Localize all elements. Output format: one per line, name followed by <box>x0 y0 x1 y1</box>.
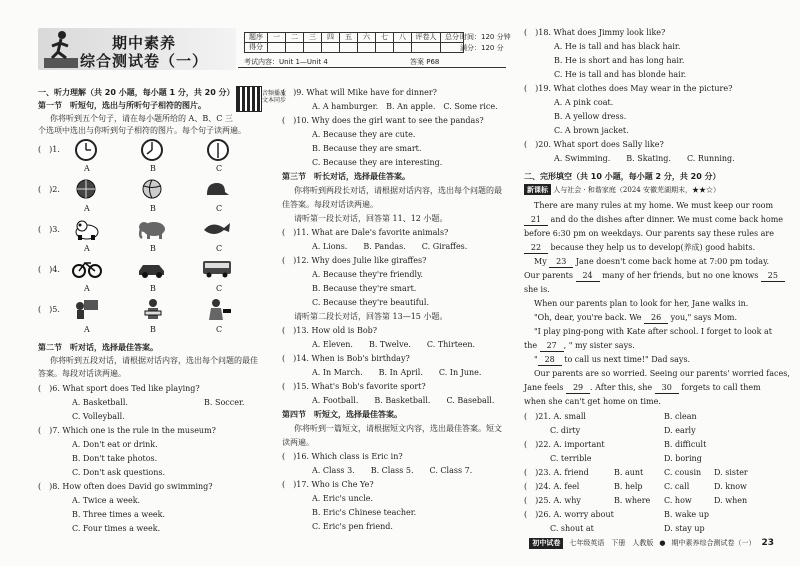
question-10[interactable]: ( )10. Why does the girl want to see the pandas? <box>282 116 484 125</box>
option-10a[interactable]: A. Because they are cute. <box>312 130 416 139</box>
instruction: 佳答案。每段对话读两遍。 <box>282 200 378 209</box>
picture-question-2[interactable]: ( )2. <box>38 185 60 194</box>
instruction: 读两遍。 <box>282 438 314 447</box>
question-6[interactable]: ( )6. What sport does Ted like playing? <box>38 384 200 393</box>
score-col: 二 <box>286 33 304 43</box>
score-cell[interactable] <box>304 43 322 53</box>
score-cell[interactable] <box>376 43 394 53</box>
reading-boy-icon <box>140 297 166 321</box>
blank-29[interactable]: 29 <box>566 383 590 394</box>
option-23c[interactable]: C. cousin <box>664 468 702 477</box>
instruction: 请听第二段长对话，回答第 13—15 小题。 <box>294 312 448 321</box>
question-19[interactable]: ( )19. What clothes does May wear in the picture? <box>524 84 733 93</box>
score-col: 一 <box>268 33 286 43</box>
question-21[interactable]: ( )21. A. small <box>524 412 586 421</box>
clock-icon <box>140 138 164 162</box>
option-21d[interactable]: D. early <box>664 426 696 435</box>
qr-caption: 音频播放 文本同步 <box>262 90 287 105</box>
passage-line: Our parents are so worried. Seeing our parents' worried faces, <box>534 369 790 378</box>
score-col: 三 <box>304 33 322 43</box>
footer-exam-name: 期中素养综合测试卷（一） <box>671 539 756 548</box>
option-label: C <box>216 284 223 293</box>
score-col: 四 <box>322 33 340 43</box>
elephant-icon <box>138 218 168 240</box>
question-20[interactable]: ( )20. What sport does Sally like? <box>524 140 664 149</box>
option-25c[interactable]: C. how <box>664 496 692 505</box>
page-footer <box>529 538 774 549</box>
qr-code[interactable] <box>236 86 262 112</box>
instruction: 你将听到一篇短文，请根据短文内容，选出最佳答案。短文 <box>294 424 502 433</box>
option-12b[interactable]: B. Because they're smart. <box>312 284 417 293</box>
instruction: 你将听到两段长对话，请根据对话内容，选出每个问题的最 <box>294 186 502 195</box>
blank-26[interactable]: 26 <box>644 313 668 324</box>
option-label: C <box>216 164 223 173</box>
options-13[interactable]: A. Eleven. B. Twelve. C. Thirteen. <box>312 340 476 349</box>
option-label: C <box>216 244 223 253</box>
score-cell[interactable] <box>340 43 358 53</box>
option-18a[interactable]: A. He is tall and has black hair. <box>554 42 681 51</box>
passage-line: she is. <box>524 285 550 294</box>
score-row-label: 得分 <box>245 43 268 53</box>
question-24[interactable]: ( )24. A. feel <box>524 482 580 491</box>
option-8a[interactable]: A. Twice a week. <box>72 496 141 505</box>
option-24c[interactable]: C. call <box>664 482 690 491</box>
volleyball-icon <box>141 178 163 200</box>
full-score: 满分：120 分 <box>460 44 504 52</box>
runner-logo <box>44 28 78 72</box>
question-17[interactable]: ( )17. Who is Che Ye? <box>282 480 374 489</box>
panda-icon <box>74 218 100 240</box>
picture-question-4[interactable]: ( )4. <box>38 265 60 274</box>
blank-25[interactable]: 25 <box>761 271 785 282</box>
option-label: B <box>150 244 156 253</box>
option-22b[interactable]: B. difficult <box>664 440 707 449</box>
option-17b[interactable]: B. Eric's Chinese teacher. <box>312 508 417 517</box>
option-23d[interactable]: D. sister <box>714 468 748 477</box>
time-limit: 时间：120 分钟 <box>460 33 511 41</box>
question-11[interactable]: ( )11. What are Dale's favorite animals? <box>282 228 449 237</box>
options-15[interactable]: A. Football. B. Basketball. C. Baseball. <box>312 396 495 405</box>
option-17c[interactable]: C. Eric's pen friend. <box>312 522 393 531</box>
passage-line: There are many rules at my home. We must keep our room <box>534 201 774 210</box>
page-number: 23 <box>761 538 774 548</box>
question-9[interactable]: ( )9. What will Mike have for dinner? <box>282 88 437 97</box>
option-12c[interactable]: C. Because they're beautiful. <box>312 298 430 307</box>
option-label: A <box>84 284 90 293</box>
header-rule <box>238 67 506 68</box>
option-25b[interactable]: B. where <box>614 496 651 505</box>
option-25d[interactable]: D. when <box>714 496 748 505</box>
option-8b[interactable]: B. Three times a week. <box>72 510 166 519</box>
option-7b[interactable]: B. Don't take photos. <box>72 454 158 463</box>
section-heading-listening: 一、听力理解（共 20 小题，每小题 1 分，共 20 分） <box>38 88 235 97</box>
brand-badge: 初中试卷 <box>529 538 563 548</box>
option-7c[interactable]: C. Don't ask questions. <box>72 468 166 477</box>
question-12[interactable]: ( )12. Why does Julie like giraffes? <box>282 256 427 265</box>
option-label: B <box>150 204 156 213</box>
score-col: 五 <box>340 33 358 43</box>
score-table <box>244 32 464 53</box>
instruction: 个选项中选出与你听到句子相符的图片。每个句子读两遍。 <box>38 126 246 135</box>
score-col: 七 <box>376 33 394 43</box>
subsection-3: 第三节 听长对话，选择最佳答案。 <box>282 172 410 181</box>
option-6b[interactable]: B. Soccer. <box>204 398 245 407</box>
clock-icon <box>74 138 98 162</box>
passage-line: Jane feels 29 . After this, she 30 forgets to call them <box>524 383 761 392</box>
blank-22[interactable]: 22 <box>524 243 548 254</box>
option-21c[interactable]: C. dirty <box>550 426 581 435</box>
options-11[interactable]: A. Lions. B. Pandas. C. Giraffes. <box>312 242 468 251</box>
passage-line: 21 and do the dishes after dinner. We must come back home <box>524 215 783 226</box>
option-label: B <box>150 325 156 334</box>
option-22c[interactable]: C. terrible <box>550 454 592 463</box>
basketball-icon <box>75 178 97 200</box>
score-col: 总分 <box>441 33 464 43</box>
passage-line: "I play ping-pong with Kate after school. I forget to look at <box>534 327 772 336</box>
bicycle-icon <box>72 258 102 278</box>
score-cell[interactable] <box>268 43 286 53</box>
option-label: A <box>84 164 90 173</box>
option-21b[interactable]: B. clean <box>664 412 697 421</box>
option-8c[interactable]: C. Four times a week. <box>72 524 161 533</box>
score-cell[interactable] <box>394 43 412 53</box>
blank-27[interactable]: 27 <box>540 341 564 352</box>
question-23[interactable]: ( )23. A. friend <box>524 468 589 477</box>
score-col: 八 <box>394 33 412 43</box>
score-col: 评卷人 <box>412 33 441 43</box>
option-26b[interactable]: B. wake up <box>664 510 709 519</box>
option-26c[interactable]: C. shout at <box>550 524 594 533</box>
score-cell[interactable] <box>358 43 376 53</box>
picture-question-1[interactable]: ( )1. <box>38 145 60 154</box>
question-26[interactable]: ( )26. A. worry about <box>524 510 614 519</box>
option-label: B <box>150 164 156 173</box>
option-17a[interactable]: A. Eric's uncle. <box>312 494 374 503</box>
section-heading-cloze: 二、完形填空（共 10 小题，每小题 2 分，共 20 分） <box>524 172 721 181</box>
subsection-4: 第四节 听短文，选择最佳答案。 <box>282 410 402 419</box>
exam-scope: 考试内容：Unit 1—Unit 4 <box>244 58 328 66</box>
exam-title <box>80 34 208 70</box>
passage-line: Our parents 24 many of her friends, but no one knows 25 <box>524 271 785 282</box>
score-row-label: 题序 <box>245 33 268 43</box>
passage-line: " 28 to call us next time!" Dad says. <box>534 355 691 364</box>
blank-28[interactable]: 28 <box>538 355 562 366</box>
car-icon <box>137 260 167 278</box>
option-19c[interactable]: C. A brown jacket. <box>554 126 629 135</box>
title-line-2: 综合测试卷（一） <box>80 52 209 70</box>
cooking-girl-icon <box>206 297 232 321</box>
passage-line: the 27 , " my sister says. <box>524 341 635 350</box>
option-23b[interactable]: B. aunt <box>614 468 644 477</box>
option-22d[interactable]: D. boring <box>664 454 702 463</box>
option-10c[interactable]: C. Because they are interesting. <box>312 158 443 167</box>
option-label: C <box>216 325 223 334</box>
passage-line: 22 because they help us to develop(养成) good habits. <box>524 243 755 254</box>
option-24d[interactable]: D. know <box>714 482 747 491</box>
curriculum-badge: 新课标 <box>524 184 551 195</box>
options-14[interactable]: A. In March. B. In April. C. In June. <box>312 368 482 377</box>
option-18b[interactable]: B. He is short and has long hair. <box>554 56 685 65</box>
passage-line: My 23 Jane doesn't come back home at 7:00 pm today. <box>534 257 770 266</box>
title-line-1: 期中素养 <box>112 34 177 52</box>
question-14[interactable]: ( )14. When is Bob's birthday? <box>282 354 410 363</box>
passage-line: When our parents plan to look for her, Jane walks in. <box>534 299 749 308</box>
question-16[interactable]: ( )16. Which class is Eric in? <box>282 452 403 461</box>
blank-21[interactable]: 21 <box>524 215 548 226</box>
question-18[interactable]: ( )18. What does Jimmy look like? <box>524 28 666 37</box>
subsection-1: 第一节 听短句，选出与所听句子相符的图片。 <box>38 101 206 110</box>
computer-user-icon <box>74 297 100 321</box>
option-10b[interactable]: B. Because they are smart. <box>312 144 422 153</box>
instruction: 你将听到五段对话，请根据对话内容，选出每个问题的最佳 <box>50 356 258 365</box>
option-26d[interactable]: D. stay up <box>664 524 705 533</box>
blank-24[interactable]: 24 <box>576 271 600 282</box>
option-12a[interactable]: A. Because they're friendly. <box>312 270 424 279</box>
options-20[interactable]: A. Swimming. B. Skating. C. Running. <box>554 154 735 163</box>
option-label: A <box>84 325 90 334</box>
instruction: 答案。每段对话读两遍。 <box>38 369 126 378</box>
question-8[interactable]: ( )8. How often does David go swimming? <box>38 482 213 491</box>
options-16[interactable]: A. Class 3. B. Class 5. C. Class 7. <box>312 466 473 475</box>
score-col: 六 <box>358 33 376 43</box>
score-cell[interactable] <box>322 43 340 53</box>
bus-icon <box>202 258 232 278</box>
answer-ref: 答案 P68 <box>410 58 440 66</box>
option-19a[interactable]: A. A pink coat. <box>554 98 614 107</box>
options-9[interactable]: A. A hamburger. B. An apple. C. Some rice. <box>312 102 498 111</box>
option-18c[interactable]: C. He is tall and has blonde hair. <box>554 70 687 79</box>
footer-grade: 七年级英语 下册 人教版 <box>569 539 654 548</box>
cloze-tag: 新课标 人与社会 · 和谐家庭（2024 安徽芜湖期末，★★☆） <box>524 186 720 194</box>
score-cell[interactable] <box>286 43 304 53</box>
blank-23[interactable]: 23 <box>549 257 573 268</box>
option-label: A <box>84 244 90 253</box>
blank-30[interactable]: 30 <box>655 383 679 394</box>
passage-line: when she can't get home on time. <box>524 397 661 406</box>
option-24b[interactable]: B. help <box>614 482 643 491</box>
question-7[interactable]: ( )7. Which one is the rule in the museum? <box>38 426 216 435</box>
passage-line: before 6:30 pm on weekdays. Our parents say these rules are <box>524 229 774 238</box>
picture-question-3[interactable]: ( )3. <box>38 225 60 234</box>
dot-icon: ● <box>659 539 666 548</box>
passage-line: "Oh, dear, you're back. We 26 you," says Mom. <box>534 313 738 322</box>
whale-icon <box>202 220 232 238</box>
instruction: 你将听到五个句子，请在每小题所给的 A、B、C 三 <box>50 114 233 123</box>
question-13[interactable]: ( )13. How old is Bob? <box>282 326 378 335</box>
instruction: 请听第一段长对话，回答第 11、12 小题。 <box>294 214 448 223</box>
option-label: C <box>216 204 223 213</box>
option-19b[interactable]: B. A yellow dress. <box>554 112 627 121</box>
question-22[interactable]: ( )22. A. important <box>524 440 605 449</box>
option-6a[interactable]: A. Basketball. <box>72 398 128 407</box>
question-25[interactable]: ( )25. A. why <box>524 496 581 505</box>
score-cell[interactable] <box>412 43 441 53</box>
option-label: A <box>84 204 90 213</box>
option-label: B <box>150 284 156 293</box>
subsection-2: 第二节 听对话，选择最佳答案。 <box>38 343 158 352</box>
option-6c[interactable]: C. Volleyball. <box>72 412 125 421</box>
picture-question-5[interactable]: ( )5. <box>38 305 60 314</box>
clock-icon <box>206 138 230 162</box>
baseball-cap-icon <box>204 180 230 200</box>
question-15[interactable]: ( )15. What's Bob's favorite sport? <box>282 382 426 391</box>
option-7a[interactable]: A. Don't eat or drink. <box>72 440 158 449</box>
